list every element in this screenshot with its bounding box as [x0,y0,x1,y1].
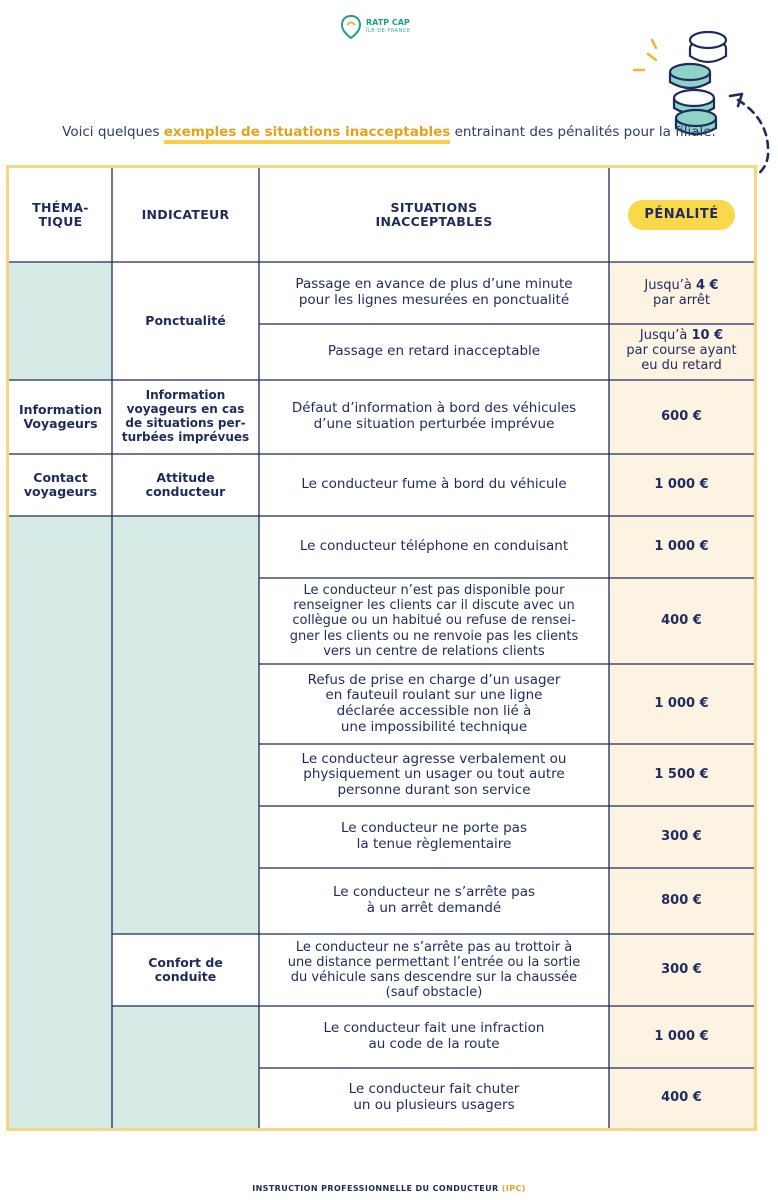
penalty-row-1-prefix: Jusqu’à [644,278,696,293]
penalty-row-5: 1 000 € [654,539,709,555]
situation-row-4: Le conducteur fume à bord du véhicule [301,476,567,493]
penalty-row-2 [609,324,754,380]
header-situations: SITUATIONS INACCEPTABLES [375,199,493,229]
penalty-row-3: 600 € [661,409,702,425]
logo-line2: ÎLE-DE-FRANCE [366,28,411,34]
fill-thematique-lower [9,516,112,1128]
footer-ipc: (IPC) [501,1184,526,1193]
situation-row-8: Le conducteur agresse verbalement ou physiquement un usager ou tout autre personne durant son service [301,750,567,798]
footer-text: INSTRUCTION PROFESSIONNELLE DU CONDUCTEUR [252,1184,502,1193]
situation-row-5: Le conducteur téléphone en conduisant [299,538,569,555]
header-penalite-cell [609,168,754,262]
fill-indicateur-lower1 [112,516,259,934]
indicateur-confort-de-conduite: Confort de conduite [148,954,223,984]
intro-after: entrainant des pénalités pour la filiale. [450,124,716,140]
situation-row-12: Le conducteur fait une infraction au code de la route [323,1020,545,1052]
indicateur-attitude-conducteur: Attitude conducteur [145,469,226,499]
header-penalite: PÉNALITÉ [628,200,734,229]
thematique-contact-voyageurs: Contact voyageurs [23,469,98,499]
penalties-table [6,165,757,1131]
penalty-row-8: 1 500 € [654,767,709,783]
penalty-row-9: 300 € [661,829,702,845]
fill-thematique-ponctualite [9,262,112,380]
logo-pin-icon [340,14,362,40]
coin-stack-middle [670,64,714,114]
penalty-row-6: 400 € [661,613,702,629]
situation-row-9: Le conducteur ne porte pas la tenue règlementaire [341,820,527,852]
penalty-row-1-amount: 4 € [695,278,719,293]
penalty-row-10: 800 € [661,893,702,909]
penalty-row-2-suffix: par course ayant eu du retard [626,343,737,374]
footer [0,1184,778,1193]
sparkle-marks [634,40,656,70]
penalty-row-11: 300 € [661,962,702,978]
penalty-row-2-amount: 10 € [691,328,724,343]
logo-line1: RATP CAP [366,18,410,27]
penalty-row-4: 1 000 € [654,477,709,493]
penalty-row-1 [609,262,754,324]
intro-highlight: exemples de situations inacceptables [164,124,451,144]
situation-row-1: Passage en avance de plus d’une minute pour les lignes mesurées en ponctualité [295,276,573,308]
penalty-row-1-suffix: par arrêt [653,293,710,309]
thematique-information-voyageurs: Information Voyageurs [19,401,102,431]
header-thematique: THÉMA- TIQUE [32,199,89,229]
penalty-row-13: 400 € [661,1090,702,1106]
intro-before: Voici quelques [62,124,164,140]
ratp-cap-logo [340,14,420,44]
situation-row-2: Passage en retard inacceptable [327,343,541,360]
penalty-row-12: 1 000 € [654,1029,709,1045]
intro-sentence [0,124,778,140]
indicateur-ponctualite: Ponctualité [145,312,226,328]
coin-stack-top [690,32,726,62]
header-indicateur: INDICATEUR [141,206,230,222]
situation-row-10: Le conducteur ne s’arrête pas à un arrêt demandé [332,884,536,916]
situation-row-7: Refus de prise en charge d’un usager en fauteuil roulant sur une ligne déclarée accessible non lié à une impossibilité technique [307,671,561,735]
penalty-row-7: 1 000 € [654,696,709,712]
indicateur-information-voyageurs: Information voyageurs en cas de situations per- turbées imprévues [121,388,250,444]
situation-row-6: Le conducteur n’est pas disponible pour renseigner les clients car il discute avec un collègue ou un habitué ou refuse de rensei- gner les clients ou ne renvoie pas les clients vers un centre de relations clients [289,583,579,659]
situation-row-13: Le conducteur fait chuter un ou plusieurs usagers [348,1081,520,1113]
situation-row-3: Défaut d’information à bord des véhicules d’une situation perturbée imprévue [291,400,577,432]
situation-row-11: Le conducteur ne s’arrête pas au trottoir à une distance permettant l’entrée ou la sortie du véhicule sans descendre sur la chaussée (sauf obstacle) [287,939,581,1001]
fill-indicateur-lower2 [112,1006,259,1128]
penalty-row-2-prefix: Jusqu’à [639,328,692,343]
